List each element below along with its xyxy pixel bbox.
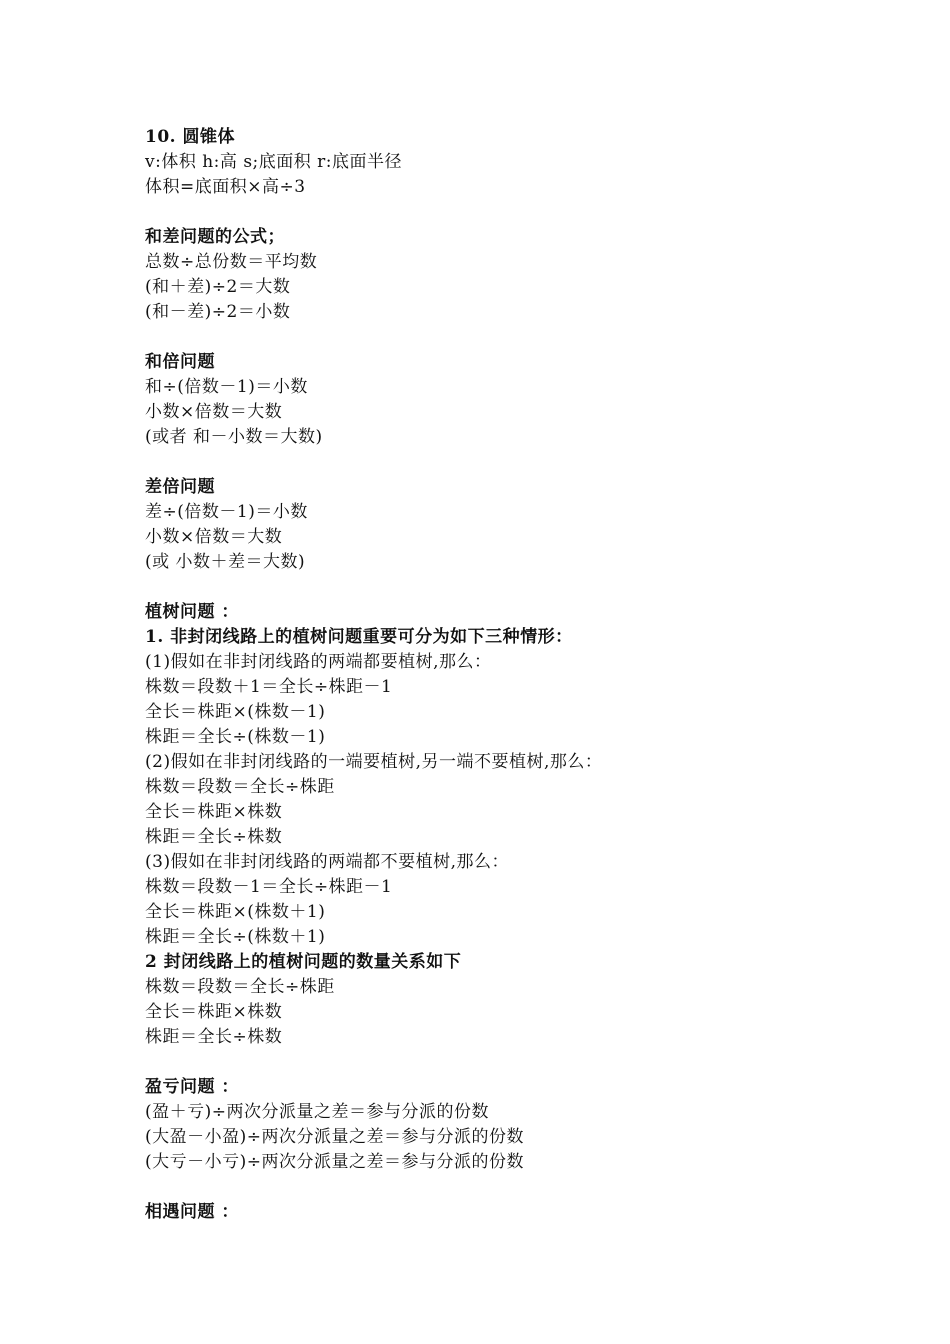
formula-line: 总数÷总份数＝平均数 <box>145 252 318 272</box>
formula-line: 全长＝株距×株数 <box>145 1002 283 1022</box>
formula-line: 和÷(倍数－1)＝小数 <box>145 377 308 397</box>
section-heading-sum-diff: 和差问题的公式； <box>145 227 285 247</box>
formula-line: 株数＝段数＝全长÷株距 <box>145 977 335 997</box>
formula-line: 株距＝全长÷(株数＋1) <box>145 927 326 947</box>
formula-line: 株数＝段数＋1＝全长÷株距－1 <box>145 677 393 697</box>
subheading-open-route: 1. 非封闭线路上的植树问题重要可分为如下三种情形： <box>145 627 573 647</box>
formula-line: 全长＝株距×株数 <box>145 802 283 822</box>
cone-formula: 体积=底面积×高÷3 <box>145 177 306 197</box>
formula-line: 小数×倍数＝大数 <box>145 527 283 547</box>
formula-line: 株距＝全长÷(株数－1) <box>145 727 326 747</box>
formula-line: 差÷(倍数－1)＝小数 <box>145 502 308 522</box>
section-heading-tree-planting: 植树问题 ： <box>145 602 239 622</box>
formula-line: (或 小数＋差＝大数) <box>145 552 306 572</box>
section-heading-diff-multiple: 差倍问题 <box>145 477 215 497</box>
section-heading-sum-multiple: 和倍问题 <box>145 352 215 372</box>
case-heading: (3)假如在非封闭线路的两端都不要植树,那么： <box>145 852 509 872</box>
formula-line: (大亏－小亏)÷两次分派量之差＝参与分派的份数 <box>145 1152 525 1172</box>
formula-line: 全长＝株距×(株数－1) <box>145 702 326 722</box>
formula-line: 株距＝全长÷株数 <box>145 827 283 847</box>
cone-variables: v:体积 h:高 s;底面积 r:底面半径 <box>145 152 403 172</box>
formula-line: 株距＝全长÷株数 <box>145 1027 283 1047</box>
formula-line: 株数＝段数＝全长÷株距 <box>145 777 335 797</box>
formula-line: (和＋差)÷2＝大数 <box>145 277 291 297</box>
formula-line: 小数×倍数＝大数 <box>145 402 283 422</box>
case-heading: (1)假如在非封闭线路的两端都要植树,那么： <box>145 652 492 672</box>
subheading-closed-route: 2 封闭线路上的植树问题的数量关系如下 <box>145 952 462 972</box>
formula-line: (或者 和－小数＝大数) <box>145 427 323 447</box>
case-heading: (2)假如在非封闭线路的一端要植树,另一端不要植树,那么： <box>145 752 603 772</box>
formula-line: (盈＋亏)÷两次分派量之差＝参与分派的份数 <box>145 1102 490 1122</box>
formula-line: 全长＝株距×(株数＋1) <box>145 902 326 922</box>
formula-line: (大盈－小盈)÷两次分派量之差＝参与分派的份数 <box>145 1127 525 1147</box>
section-heading-cone: 10. 圆锥体 <box>145 127 235 147</box>
section-heading-meeting: 相遇问题 ： <box>145 1202 239 1222</box>
section-heading-profit-loss: 盈亏问题 ： <box>145 1077 239 1097</box>
formula-line: 株数＝段数－1＝全长÷株距－1 <box>145 877 393 897</box>
formula-line: (和－差)÷2＝小数 <box>145 302 291 322</box>
